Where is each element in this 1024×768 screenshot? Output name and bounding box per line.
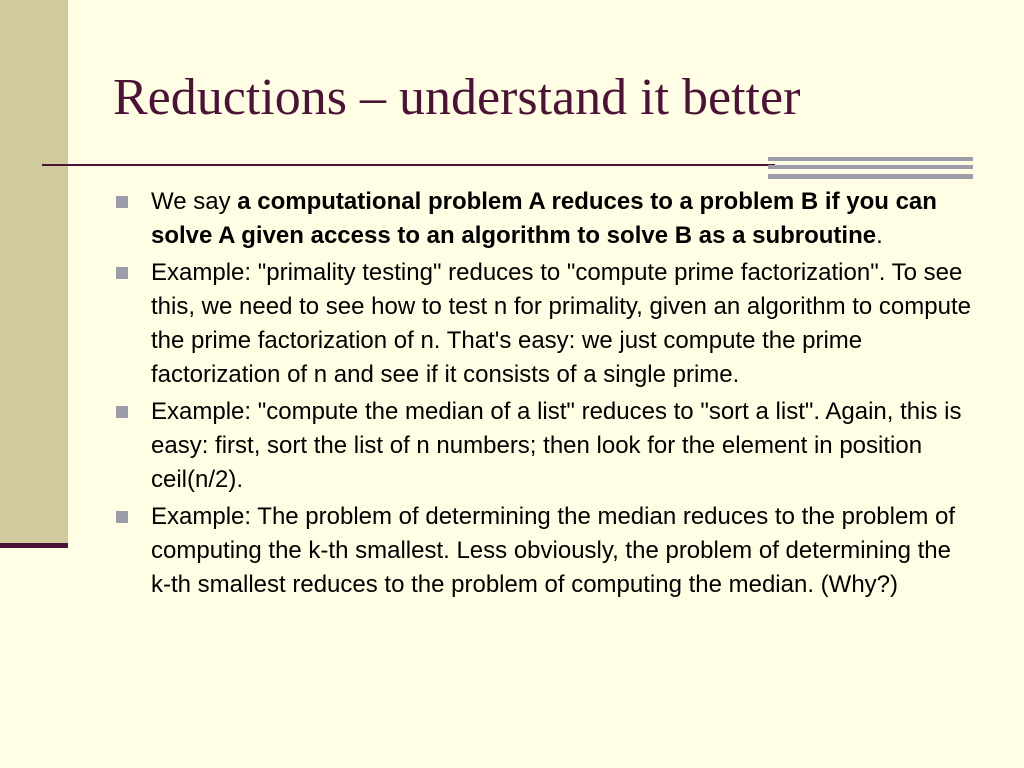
accent-bars — [768, 157, 973, 180]
bullet-item-example-median-sort — [113, 395, 973, 497]
bullet-text: Example: "primality testing" reduces to "compute prime factorization". To see this, we need to see how to test n for primality, given an algorithm to compute the prime factorization of n. That's easy: we just compute the prime factorization of n and see if it consists of a single prime. — [151, 259, 971, 388]
square-bullet-icon — [116, 511, 128, 523]
bullet-list — [113, 185, 973, 605]
side-bar — [0, 0, 68, 545]
bullet-item-definition — [113, 185, 973, 253]
title-underline — [42, 164, 775, 166]
bullet-text: Example: "compute the median of a list" reduces to "sort a list". Again, this is easy: first, sort the list of n numbers; then look for the element in position ceil(n/2). — [151, 398, 962, 493]
bullet-text: Example: The problem of determining the median reduces to the problem of computing the k-th smallest. Less obviously, the problem of determining the k-th smallest reduces to the problem of computing the median. (Why?) — [151, 503, 955, 598]
bullet-text — [151, 185, 973, 253]
bullet-text-prefix: We say — [151, 188, 238, 215]
square-bullet-icon — [116, 196, 128, 208]
bullet-item-example-kth-smallest — [113, 500, 973, 602]
bullet-item-example-primality — [113, 256, 973, 392]
accent-bar — [768, 157, 973, 161]
bullet-text-suffix: . — [876, 222, 883, 249]
slide-title: Reductions – understand it better — [113, 69, 801, 126]
side-bar-rule — [0, 543, 68, 548]
accent-bar — [768, 174, 973, 179]
square-bullet-icon — [116, 406, 128, 418]
square-bullet-icon — [116, 267, 128, 279]
bullet-text-bold: a computational problem A reduces to a problem B if you can solve A given access to an algorithm to solve B as a subroutine — [151, 188, 937, 249]
accent-bar — [768, 165, 973, 169]
